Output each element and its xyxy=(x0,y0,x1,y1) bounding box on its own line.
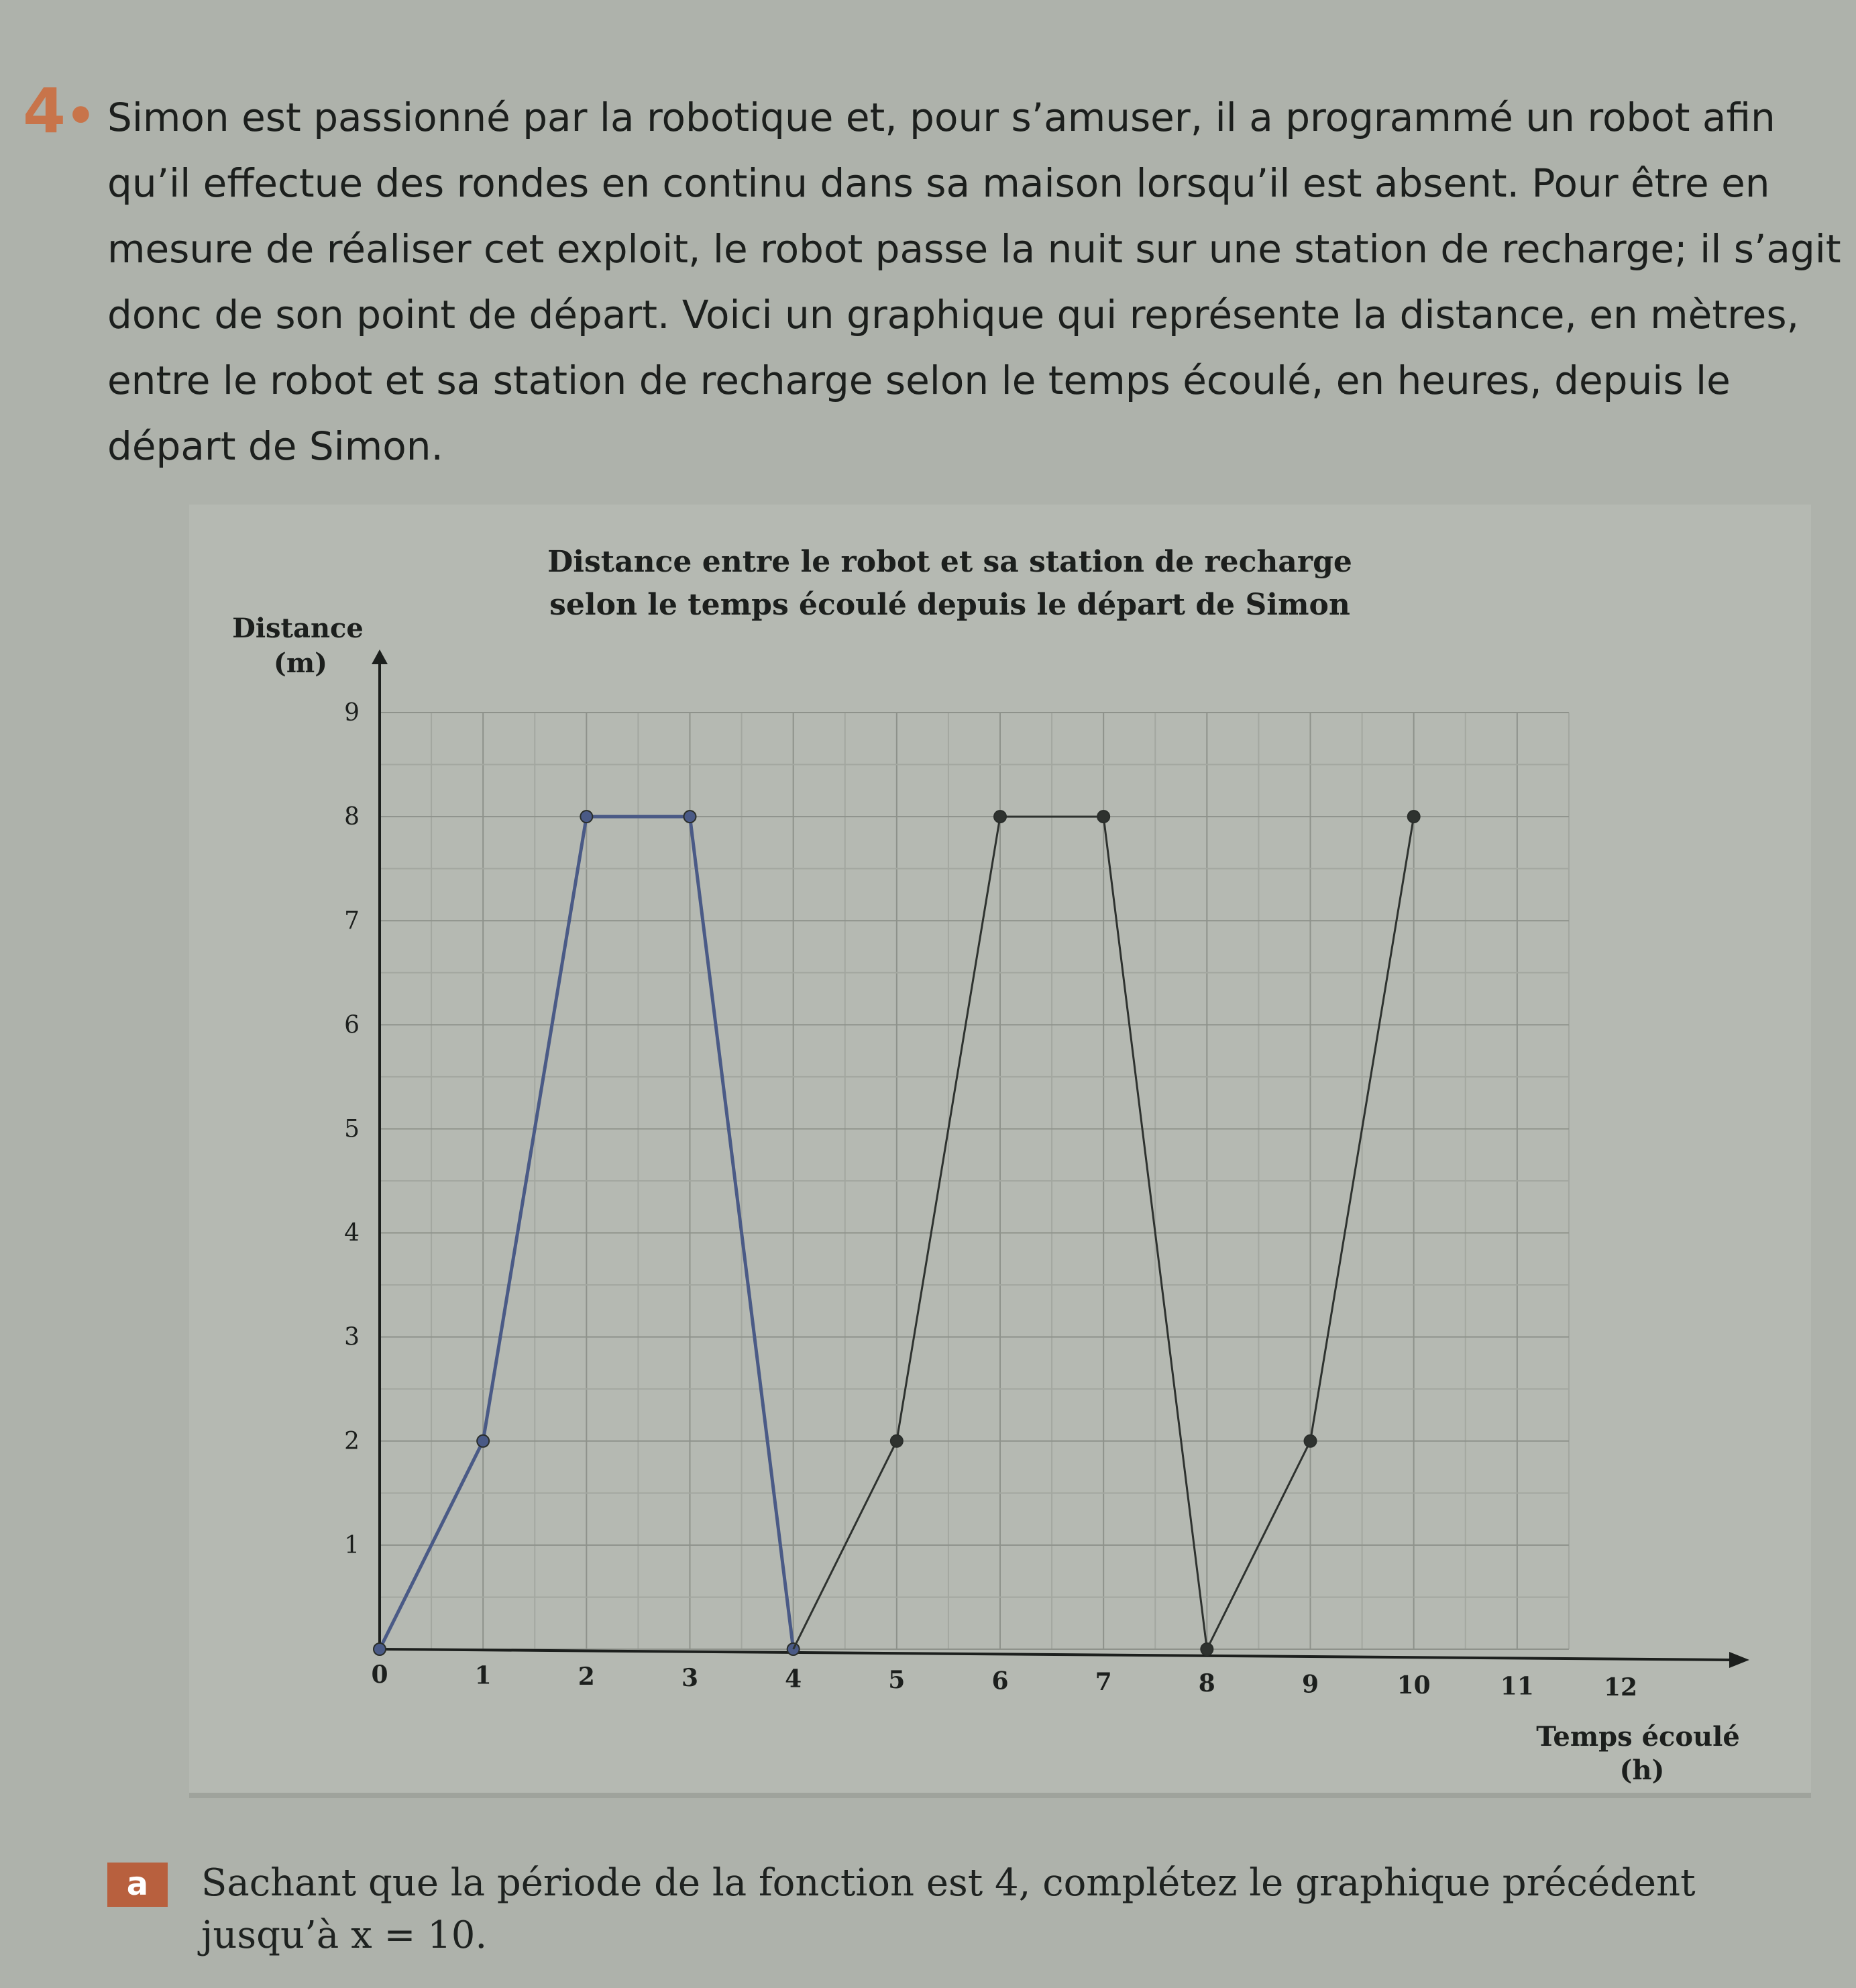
chart-title-line-2: selon le temps écoulé depuis le départ de Simon xyxy=(549,588,1350,622)
data-point xyxy=(374,1643,386,1655)
question-badge: a xyxy=(107,1863,168,1907)
x-tick-label: 3 xyxy=(681,1663,699,1692)
tick-labels xyxy=(344,699,1637,1702)
x-tick-label: 9 xyxy=(1301,1670,1319,1699)
data-point xyxy=(994,810,1006,823)
data-point xyxy=(477,1435,489,1447)
data-point xyxy=(1305,1435,1317,1447)
data-point xyxy=(1097,810,1109,823)
problem-text: Simon est passionné par la robotique et, pour s’amuser, il a programmé un robot afin qu’il effectue des rondes en continu dans sa maison lorsqu’il est absent. Pour être en mesure de réaliser cet exploit, le robot passe la nuit sur une station de recharge; il s’agit donc de son point de départ. Voici un graphique qui représente la distance, en mètres, entre le robot et sa station de recharge selon le temps écoulé, en heures, depuis le départ de Simon. xyxy=(107,95,1841,469)
x-tick-label: 7 xyxy=(1095,1668,1112,1697)
x-tick-label: 8 xyxy=(1198,1669,1215,1697)
x-tick-label: 6 xyxy=(991,1667,1009,1695)
question-text: Sachant que la période de la fonction est 4, complétez le graphique précédent jusqu’à x = 10. xyxy=(201,1861,1696,1957)
y-axis-label-line-2: (m) xyxy=(273,647,328,679)
x-axis-arrow xyxy=(1729,1652,1749,1668)
data-point xyxy=(891,1435,903,1447)
data-point xyxy=(684,810,696,823)
data-point xyxy=(580,810,592,823)
grid xyxy=(380,713,1569,1649)
y-tick-label: 1 xyxy=(344,1531,360,1559)
x-tick-label: 1 xyxy=(474,1661,492,1690)
y-tick-label: 7 xyxy=(344,907,360,935)
chart-title-line-1: Distance entre le robot et sa station de recharge xyxy=(547,545,1352,579)
x-tick-label: 4 xyxy=(785,1665,802,1693)
x-tick-label: 12 xyxy=(1603,1673,1638,1702)
x-axis-label-line-1: Temps écoulé xyxy=(1536,1721,1740,1752)
y-tick-label: 8 xyxy=(344,803,360,831)
y-axis-label-line-1: Distance xyxy=(232,613,364,644)
y-tick-label: 6 xyxy=(344,1011,360,1039)
x-axis-line xyxy=(380,1649,1732,1660)
x-axis-label-line-2: (h) xyxy=(1619,1755,1665,1786)
chart-panel xyxy=(189,505,1811,1793)
data-point xyxy=(1408,810,1420,823)
chart xyxy=(189,505,1811,1793)
x-tick-label: 2 xyxy=(578,1663,595,1691)
x-tick-label: 5 xyxy=(888,1666,906,1694)
y-tick-label: 3 xyxy=(344,1323,360,1351)
y-tick-label: 2 xyxy=(344,1427,360,1455)
problem-number: 4• xyxy=(23,75,96,147)
y-axis-arrow xyxy=(372,649,388,664)
x-tick-label: 11 xyxy=(1500,1672,1534,1701)
axes xyxy=(372,649,1749,1668)
y-tick-label: 4 xyxy=(344,1219,360,1247)
y-tick-label: 9 xyxy=(344,699,360,727)
x-tick-label: 0 xyxy=(371,1661,388,1689)
x-tick-label: 10 xyxy=(1397,1671,1431,1699)
data-point xyxy=(1201,1643,1213,1655)
y-tick-label: 5 xyxy=(344,1115,360,1143)
